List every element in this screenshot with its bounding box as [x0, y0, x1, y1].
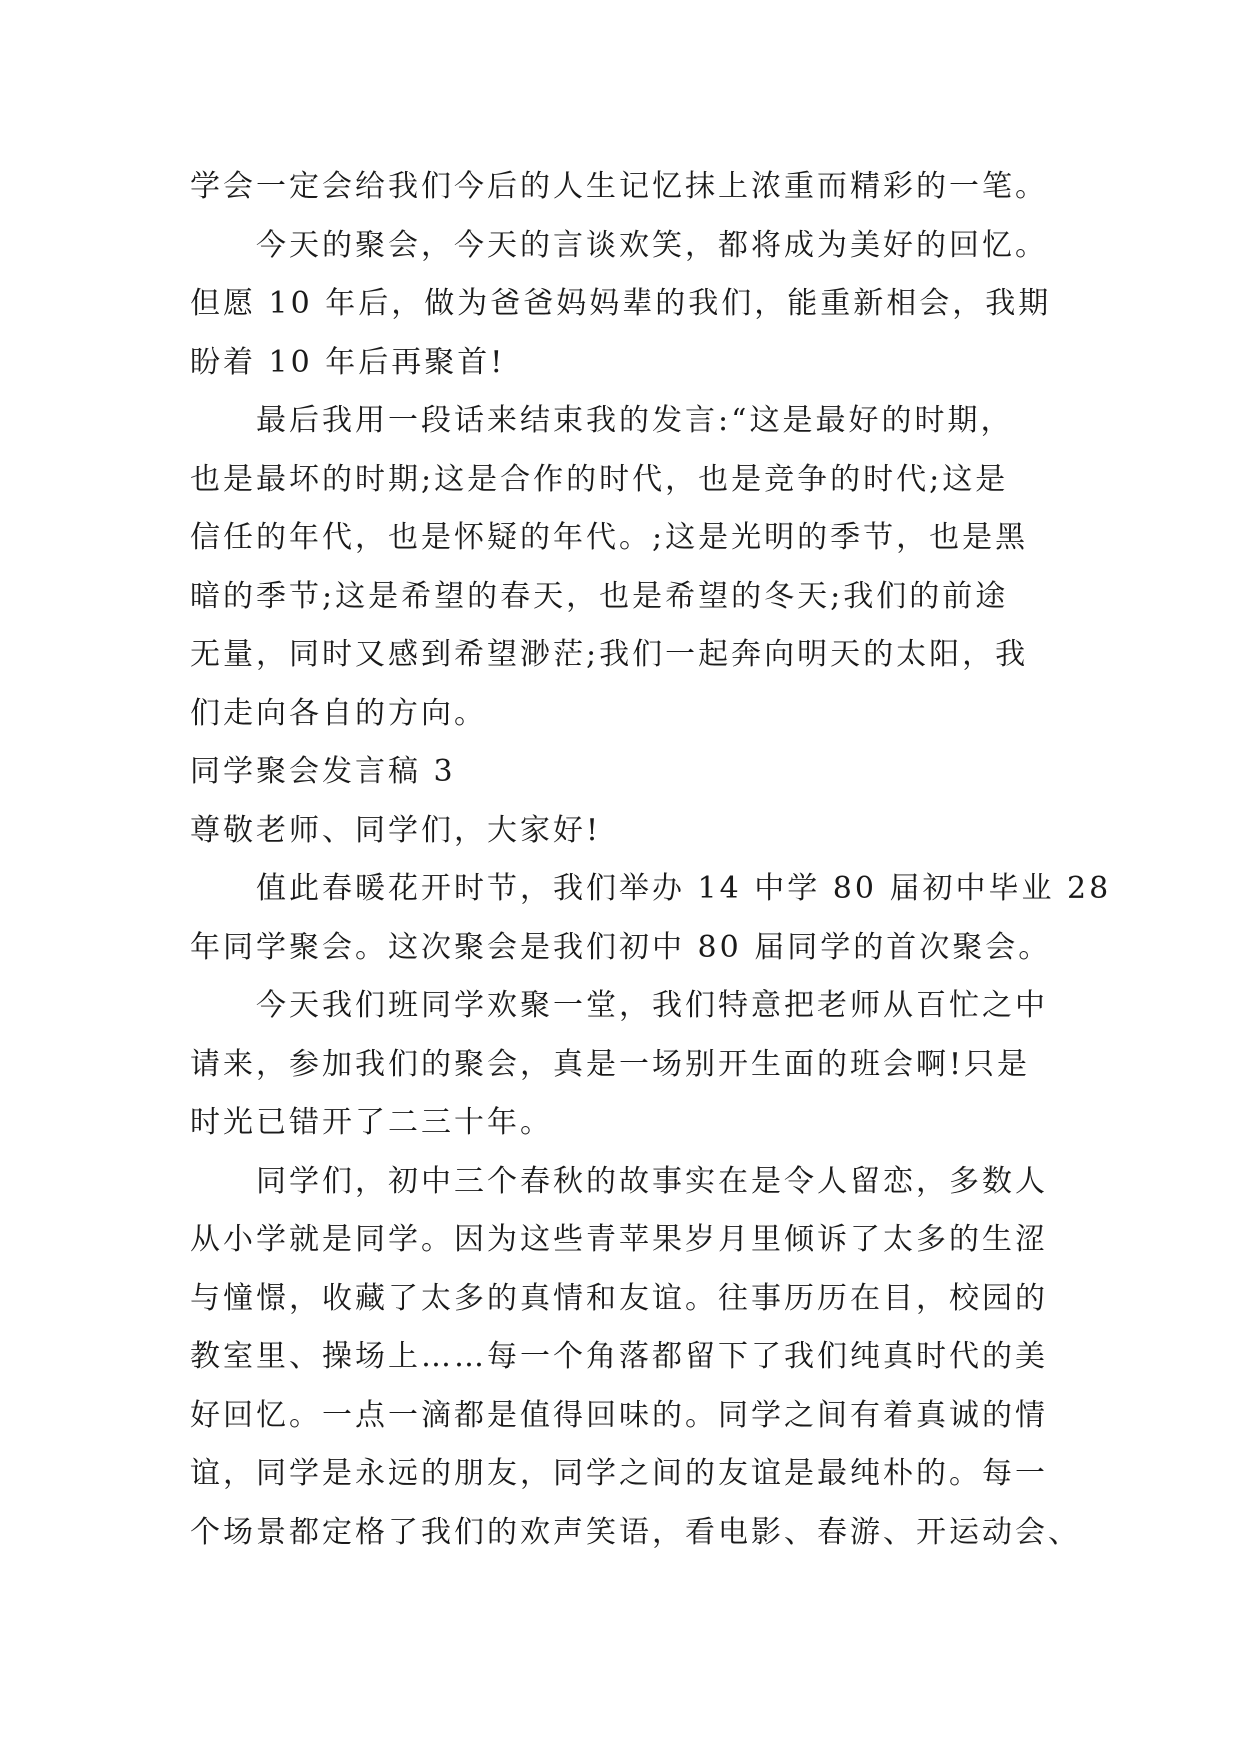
text-line: 最后我用一段话来结束我的发言:“这是最好的时期， [256, 403, 1014, 438]
section-heading: 同学聚会发言稿 3 [190, 754, 456, 789]
text-line: 个场景都定格了我们的欢声笑语，看电影、春游、开运动会、 [190, 1514, 1081, 1550]
text-line: 们走向各自的方向。 [190, 695, 487, 731]
text-line: 谊，同学是永远的朋友，同学之间的友谊是最纯朴的。每一 [190, 1456, 1048, 1491]
text-line: 盼着 10 年后再聚首! [190, 344, 506, 380]
text-line: 同学们，初中三个春秋的故事实在是令人留恋，多数人 [256, 1163, 1048, 1199]
text-line: 学会一定会给我们今后的人生记忆抹上浓重而精彩的一笔。 [190, 169, 1048, 204]
text-line: 年同学聚会。这次聚会是我们初中 80 届同学的首次聚会。 [190, 929, 1052, 965]
text-line: 暗的季节;这是希望的春天，也是希望的冬天;我们的前途 [190, 578, 1009, 614]
text-line: 从小学就是同学。因为这些青苹果岁月里倾诉了太多的生涩 [190, 1222, 1048, 1257]
text-line: 无量，同时又感到希望渺茫;我们一起奔向明天的太阳，我 [190, 637, 1029, 672]
text-line: 与憧憬，收藏了太多的真情和友谊。往事历历在目，校园的 [190, 1280, 1048, 1316]
text-line: 教室里、操场上……每一个角落都留下了我们纯真时代的美 [190, 1339, 1048, 1374]
text-line: 今天的聚会，今天的言谈欢笑，都将成为美好的回忆。 [256, 227, 1048, 263]
salutation: 尊敬老师、同学们，大家好! [190, 812, 602, 848]
text-line: 请来，参加我们的聚会，真是一场别开生面的班会啊!只是 [190, 1046, 1031, 1082]
text-line: 也是最坏的时期;这是合作的时代，也是竞争的时代;这是 [190, 461, 1009, 497]
text-line: 值此春暖花开时节，我们举办 14 中学 80 届初中毕业 28 [256, 871, 1112, 906]
document-body [190, 158, 1112, 1562]
text-line: 但愿 10 年后，做为爸爸妈妈辈的我们，能重新相会，我期 [190, 286, 1052, 321]
text-line: 时光已错开了二三十年。 [190, 1105, 553, 1140]
text-line: 今天我们班同学欢聚一堂，我们特意把老师从百忙之中 [256, 988, 1048, 1023]
text-line: 好回忆。一点一滴都是值得回味的。同学之间有着真诚的情 [190, 1397, 1048, 1433]
text-line: 信任的年代，也是怀疑的年代。;这是光明的季节，也是黑 [190, 520, 1029, 555]
